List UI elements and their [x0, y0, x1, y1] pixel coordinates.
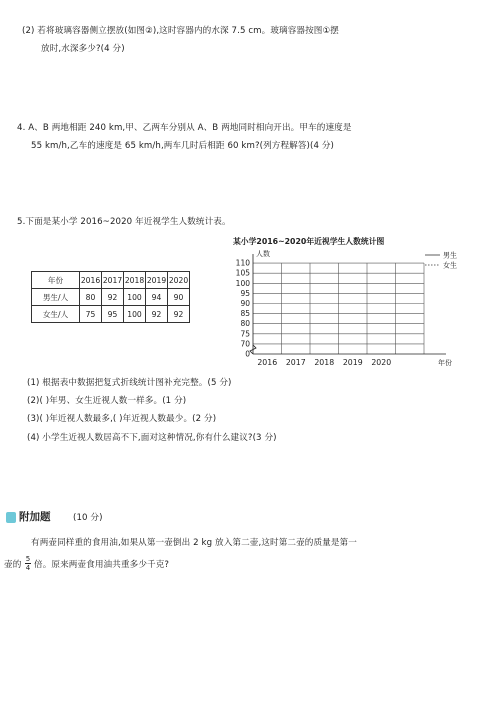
y-tick-label: 110 [235, 258, 250, 268]
table-header-cell: 2020 [168, 272, 190, 289]
legend-label: 男生 [443, 251, 457, 260]
extra-heading: 附加题 [19, 511, 51, 523]
x-axis-label: 年份 [438, 359, 452, 367]
line-chart [225, 232, 465, 370]
x-tick-label: 2019 [342, 358, 363, 367]
table-cell: 75 [80, 306, 102, 323]
y-tick-label: 90 [240, 299, 250, 308]
table-cell: 80 [80, 289, 102, 306]
table-header-cell: 2018 [124, 272, 146, 289]
q5-sub4: (4) 小学生近视人数居高不下,面对这种情况,你有什么建议?(3 分) [27, 433, 277, 443]
q4-line2: 55 km/h,乙车的速度是 65 km/h,两车几时后相距 60 km?(列方程解答)(4 分) [31, 141, 335, 151]
x-tick-label: 2018 [314, 358, 335, 367]
legend-label: 女生 [443, 261, 457, 270]
table-header-cell: 2019 [146, 272, 168, 289]
q2-line1: (2) 若将玻璃容器侧立摆放(如图②),这时容器内的水深 7.5 cm。玻璃容器按图①摆 [22, 26, 340, 36]
y-tick-label: 80 [240, 319, 250, 329]
table-cell: 90 [168, 289, 190, 306]
y-tick-label: 85 [240, 309, 250, 319]
fraction-denominator: 4 [25, 564, 31, 572]
q5-sub1: (1) 根据表中数据把复式折线统计图补充完整。(5 分) [27, 378, 232, 388]
y-tick-label: 100 [235, 278, 250, 288]
table-header-row [32, 272, 190, 289]
extra-points: (10 分) [73, 513, 103, 523]
y-tick-label: 105 [235, 268, 250, 278]
x-tick-label: 2017 [285, 358, 306, 367]
table-cell: 100 [124, 289, 146, 306]
fraction-five-fourths [24, 555, 32, 572]
extra-line2-pre: 壶的 [4, 560, 22, 570]
x-tick-label: 2016 [257, 358, 278, 367]
extra-line1: 有两壶同样重的食用油,如果从第一壶倒出 2 kg 放入第二壶,这时第二壶的质量是第一 [31, 538, 357, 548]
y-tick-label: 75 [240, 329, 250, 339]
table-row-label: 女生/人 [32, 306, 80, 323]
q5-sub2: (2)( )年男、女生近视人数一样多。(1 分) [27, 396, 187, 406]
y-tick-label: 0 [245, 349, 250, 359]
table-cell: 92 [146, 306, 168, 323]
q2-line2: 放时,水深多少?(4 分) [41, 44, 125, 54]
y-axis-label: 人数 [256, 250, 270, 258]
fraction-numerator: 5 [25, 555, 31, 563]
table-header-cell: 2016 [80, 272, 102, 289]
x-tick-label: 2020 [371, 358, 392, 367]
y-tick-label: 95 [240, 288, 250, 298]
line-chart-svg [225, 232, 465, 370]
table-cell: 100 [124, 306, 146, 323]
chart-title: 某小学2016~2020年近视学生人数统计图 [233, 237, 385, 246]
table-row-girls [32, 306, 190, 323]
table-cell: 94 [146, 289, 168, 306]
extra-line2-post: 倍。原来两壶食用油共重多少千克? [34, 560, 170, 570]
table-row-boys [32, 289, 190, 306]
q4-line1: 4. A、B 两地相距 240 km,甲、乙两车分别从 A、B 两地同时相向开出。甲车的速度是 [17, 123, 352, 133]
table-header-cell: 年份 [32, 272, 80, 289]
table-header-cell: 2017 [102, 272, 124, 289]
table-cell: 92 [102, 289, 124, 306]
table-row-label: 男生/人 [32, 289, 80, 306]
section-tag-icon [6, 512, 16, 523]
y-tick-label: 70 [240, 339, 250, 349]
q5-sub3: (3)( )年近视人数最多,( )年近视人数最少。(2 分) [27, 414, 217, 424]
stats-table [31, 271, 190, 323]
table-cell: 92 [168, 306, 190, 323]
table-cell: 95 [102, 306, 124, 323]
q5-intro: 5.下面是某小学 2016~2020 年近视学生人数统计表。 [17, 217, 231, 227]
